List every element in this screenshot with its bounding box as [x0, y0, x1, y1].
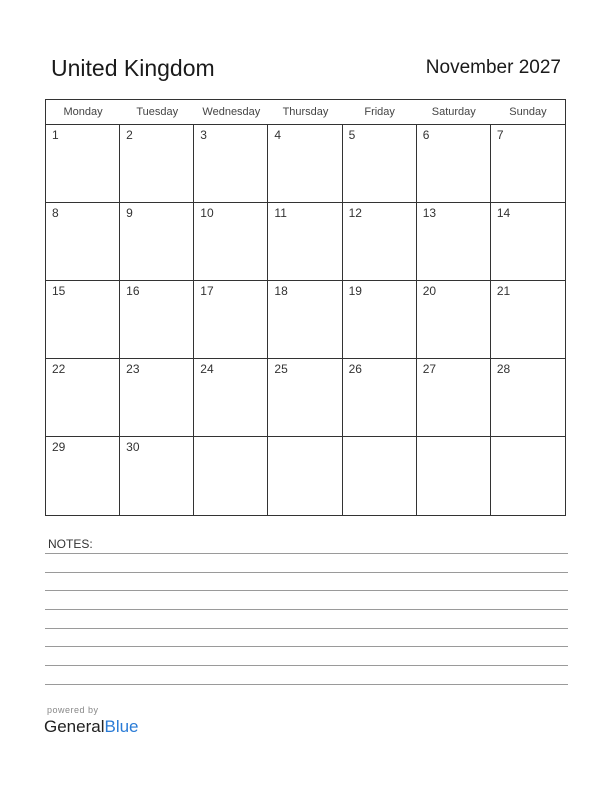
day-number: 18 — [274, 284, 288, 298]
day-number: 22 — [52, 362, 66, 376]
day-cell — [268, 437, 342, 515]
day-number: 24 — [200, 362, 214, 376]
day-cell — [417, 281, 491, 359]
day-number: 6 — [422, 128, 430, 142]
day-cell — [194, 203, 268, 281]
note-line — [45, 628, 568, 629]
day-cell — [491, 125, 565, 203]
note-line — [45, 553, 568, 554]
note-line — [45, 572, 568, 573]
day-number: 28 — [496, 362, 511, 376]
day-number: 25 — [274, 362, 288, 376]
day-cell — [194, 359, 268, 437]
day-cell — [268, 203, 342, 281]
day-cell — [194, 437, 268, 515]
day-cell — [491, 281, 565, 359]
note-line — [45, 590, 568, 591]
weekday-label: Monday — [63, 106, 103, 118]
country-title: United Kingdom — [51, 55, 215, 81]
day-cell — [491, 359, 565, 437]
day-number: 5 — [348, 128, 356, 142]
brand-blue: Blue — [104, 717, 139, 736]
day-cell — [120, 359, 194, 437]
month-title: November 2027 — [425, 57, 561, 78]
day-cell — [46, 203, 120, 281]
day-number: 27 — [422, 362, 437, 376]
weekday-header-row — [46, 100, 565, 125]
day-number: 13 — [422, 206, 437, 220]
day-number: 20 — [422, 284, 437, 298]
day-number: 14 — [496, 206, 511, 220]
day-cell — [120, 281, 194, 359]
day-number: 11 — [274, 206, 287, 220]
day-cell — [268, 359, 342, 437]
day-number: 15 — [52, 284, 66, 298]
day-cell — [343, 203, 417, 281]
day-number: 1 — [52, 128, 59, 142]
brand-general: General — [44, 717, 105, 736]
day-number: 7 — [496, 128, 504, 142]
weekday-label: Wednesday — [202, 106, 261, 118]
day-number: 4 — [274, 128, 282, 142]
day-cell — [491, 203, 565, 281]
day-number: 16 — [126, 284, 140, 298]
day-cell — [491, 437, 565, 515]
day-cell — [343, 125, 417, 203]
day-cell — [46, 281, 120, 359]
day-number: 2 — [126, 128, 133, 142]
day-cell — [120, 203, 194, 281]
weekday-label: Friday — [364, 106, 395, 118]
day-cell — [417, 125, 491, 203]
calendar-grid — [45, 99, 566, 516]
notes-label: NOTES: — [48, 537, 93, 551]
day-number: 29 — [52, 440, 66, 454]
day-cell — [120, 437, 194, 515]
day-number: 21 — [496, 284, 511, 298]
brand-logo[interactable] — [44, 717, 139, 737]
note-line — [45, 609, 568, 610]
day-number: 3 — [200, 128, 207, 142]
note-line — [45, 665, 568, 666]
calendar-weeks — [46, 125, 565, 515]
day-cell — [343, 281, 417, 359]
day-cell — [417, 203, 491, 281]
note-line — [45, 684, 568, 685]
day-number: 9 — [126, 206, 133, 220]
day-cell — [343, 437, 417, 515]
weekday-label: Thursday — [282, 106, 329, 118]
powered-by-text: powered by — [47, 705, 99, 715]
day-number: 23 — [126, 362, 140, 376]
day-cell — [194, 125, 268, 203]
day-cell — [46, 125, 120, 203]
weekday-label: Sunday — [509, 106, 547, 118]
note-line — [45, 646, 568, 647]
day-number: 19 — [348, 284, 362, 298]
day-number: 12 — [348, 206, 362, 220]
day-number: 30 — [126, 440, 140, 454]
day-number: 10 — [200, 206, 214, 220]
day-cell — [194, 281, 268, 359]
day-number: 8 — [52, 206, 59, 220]
day-cell — [120, 125, 194, 203]
day-cell — [46, 437, 120, 515]
day-cell — [46, 359, 120, 437]
day-cell — [417, 437, 491, 515]
day-cell — [343, 359, 417, 437]
day-number: 17 — [200, 284, 214, 298]
day-number: 26 — [348, 362, 362, 376]
weekday-label: Tuesday — [136, 106, 179, 118]
day-cell — [268, 281, 342, 359]
day-cell — [268, 125, 342, 203]
weekday-label: Saturday — [431, 106, 476, 118]
day-cell — [417, 359, 491, 437]
